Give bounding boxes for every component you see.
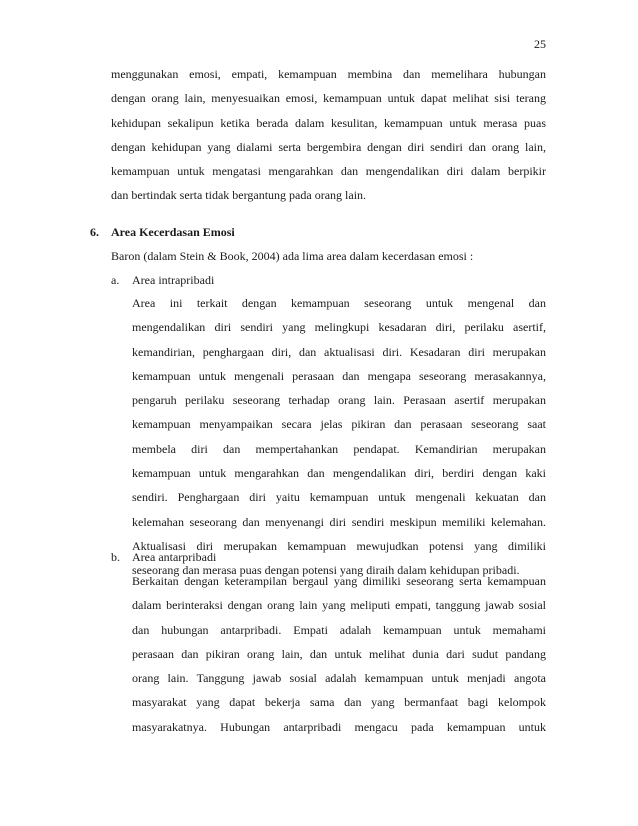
text-line: kemampuan untuk mengatasi mengarahkan dan mengendalikan diri dalam berpikir [111,164,546,179]
section-title: Area Kecerdasan Emosi [111,225,235,239]
text-line: dalam berinteraksi dengan orang lain yang meliputi empati, tanggung jawab sosial [132,598,546,613]
intro-paragraph [111,62,546,208]
text-line: Baron (dalam Stein & Book, 2004) ada lima area dalam kecerdasan emosi : [111,249,474,263]
text-line: dengan orang lain, menyesuaikan emosi, kemampuan untuk dapat melihat sisi terang [111,91,546,106]
subsection-heading-intrapribadi [111,268,214,292]
subsection-letter: a. [111,273,120,287]
subsection-letter: b. [111,550,120,564]
text-line: membela diri dan mempertahankan pendapat. Kemandirian merupakan [132,441,546,456]
text-line: perasaan dan pikiran orang lain, dan untuk melihat dunia dari sudut pandang [132,646,546,661]
text-line: seseorang dan merasa puas dengan potensi yang diraih dalam kehidupan pribadi. [132,563,520,578]
text-line: Berkaitan dengan keterampilan bergaul yang dimiliki seseorang serta kemampuan [132,574,546,588]
page-number: 25 [534,37,546,51]
text-line: kehidupan sekalipun ketika berada dalam kesulitan, kemampuan untuk merasa puas [111,115,546,130]
section-intro [111,244,546,268]
subsection-title: Area antarpribadi [132,550,217,564]
text-line: dan hubungan antarpribadi. Empati adalah kemampuan untuk memahami [132,622,546,637]
text-line: mengendalikan diri sendiri yang melingkupi kesadaran diri, perilaku asertif, [132,320,546,335]
text-line: Area ini terkait dengan kemampuan seseorang untuk mengenal dan [132,296,546,310]
text-line: kemandirian, penghargaan diri, dan aktualisasi diri. Kesadaran diri merupakan [132,344,546,359]
text-line: masyarakat yang dapat bekerja sama dan yang bermanfaat bagi kelompok [132,695,546,710]
section-heading [90,220,235,244]
text-line: Aktualisasi diri merupakan kemampuan mewujudkan potensi yang dimiliki [132,538,546,553]
text-line: pengaruh perilaku seseorang terhadap orang lain. Perasaan asertif merupakan [132,393,546,408]
subsection-title: Area intrapribadi [132,273,215,287]
text-line: masyarakatnya. Hubungan antarpribadi mengacu pada kemampuan untuk [132,719,546,734]
text-line: sendiri. Penghargaan diri yaitu kemampuan untuk mengenali kekuatan dan [132,490,546,505]
text-line: menggunakan emosi, empati, kemampuan membina dan memelihara hubungan [111,67,546,81]
text-line: dan bertindak serta tidak bergantung pada orang lain. [111,188,367,203]
text-line: dengan kehidupan yang dialami serta bergembira dengan diri sendiri dan orang lain, [111,139,546,154]
text-line: kemampuan menyampaikan secara jelas pikiran dan perasaan seseorang saat [132,417,546,432]
text-line: kelemahan seseorang dan menyenangi diri sendiri meskipun memiliki kelemahan. [132,514,546,529]
text-line: kemampuan untuk mengarahkan dan mengendalikan diri, berdiri dengan kaki [132,466,546,481]
text-line: orang lain. Tanggung jawab sosial adalah kemampuan untuk menjadi angota [132,671,546,686]
subsection-heading-antarpribadi [111,545,216,569]
subsection-body-antarpribadi [132,569,546,739]
subsection-body-intrapribadi [132,291,546,583]
section-number: 6. [90,225,99,239]
text-line: kemampuan untuk mengenali perasaan dan mengapa seseorang merasakannya, [132,368,546,383]
